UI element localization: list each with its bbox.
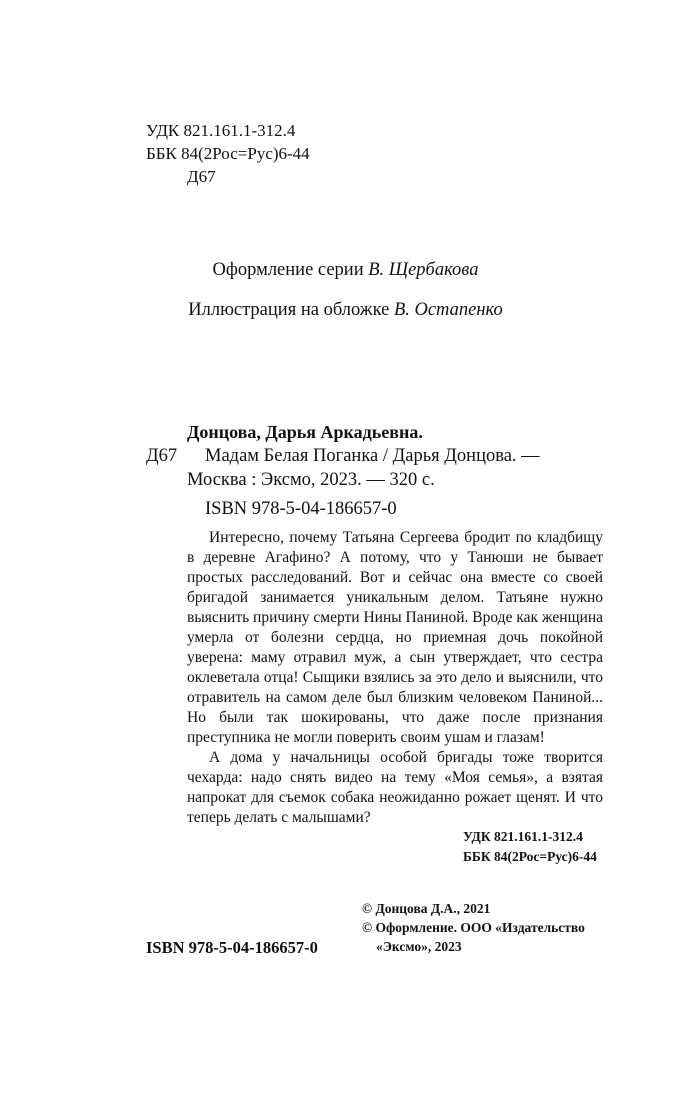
annotation-udk: УДК 821.161.1-312.4 — [463, 829, 583, 844]
series-design-credit — [0, 260, 691, 281]
bbk-code: ББК 84(2Рос=Рус)6-44 — [146, 144, 310, 163]
copyright-design: © Оформление. ООО «Издательство — [362, 920, 585, 935]
isbn-bottom: ISBN 978-5-04-186657-0 — [146, 938, 318, 957]
copyright-author: © Донцова Д.А., 2021 — [362, 901, 491, 916]
bib-title-line-1: Мадам Белая Поганка / Дарья Донцова. — — [205, 446, 540, 466]
annotation-bbk: ББК 84(2Рос=Рус)6-44 — [463, 849, 597, 864]
series-design-label: Оформление серии — [212, 260, 364, 280]
cover-illustration-label: Иллюстрация на обложке — [188, 300, 390, 320]
series-design-name: В. Щербакова — [368, 260, 479, 280]
bib-title-line-2: Москва : Эксмо, 2023. — 320 с. — [187, 470, 435, 490]
bib-isbn: ISBN 978-5-04-186657-0 — [205, 499, 397, 519]
author-heading: Донцова, Дарья Аркадьевна. — [187, 422, 423, 442]
copyright-publisher: «Эксмо», 2023 — [376, 939, 462, 954]
bib-author-mark: Д67 — [146, 446, 178, 466]
annotation — [187, 528, 603, 828]
author-mark: Д67 — [187, 167, 216, 186]
cover-illustration-credit — [0, 300, 691, 321]
annotation-paragraph: Интересно, почему Татьяна Сергеева бродит по кладбищу в деревне Агафино? А потому, что у Танюши не бывает простых расследований. Вот и сейчас она вместе со своей бригадой занимается уникальным делом. Татьяне нужно выяснить причину смерти Нины Паниной. Вроде как женщина умерла от болезни сердца, но приемная дочь покойной уверена: маму отравил муж, а сын утверждает, что сестра оклеветала отца! Сыщики взялись за это дело и выяснили, что отравитель на самом деле был близким человеком Паниной... Но были так шокированы, что даже после признания преступника не могли поверить своим ушам и глазам! — [187, 529, 603, 746]
cover-illustration-name: В. Остапенко — [393, 300, 503, 320]
udk-code: УДК 821.161.1-312.4 — [146, 121, 296, 140]
annotation-paragraph: А дома у начальницы особой бригады тоже творится чехарда: надо снять видео на тему «Моя семья», а взятая напрокат для съемок собака неожиданно рожает щенят. И что теперь делать с малышами? — [187, 749, 603, 826]
